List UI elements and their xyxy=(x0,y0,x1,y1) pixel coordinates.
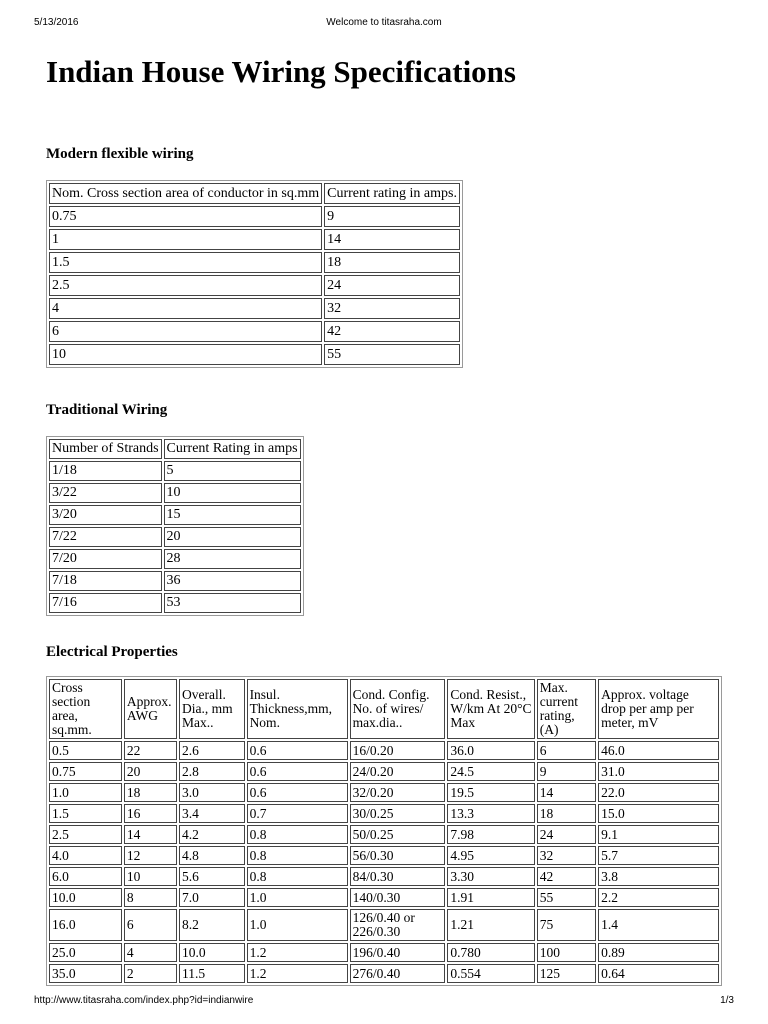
table-cell: 0.8 xyxy=(247,825,348,844)
table-cell: 1.5 xyxy=(49,804,122,823)
table-row xyxy=(49,298,460,319)
table-cell: 1.5 xyxy=(49,252,322,273)
table-cell: 50/0.25 xyxy=(350,825,446,844)
table-cell: 10.0 xyxy=(179,943,245,962)
table-cell: 24/0.20 xyxy=(350,762,446,781)
table-cell: 2.6 xyxy=(179,741,245,760)
column-header: Cond. Resist., W/km At 20°C Max xyxy=(447,679,534,739)
table-row xyxy=(49,206,460,227)
table-cell: 24.5 xyxy=(447,762,534,781)
electrical-properties-body xyxy=(49,679,719,983)
table-cell: 16/0.20 xyxy=(350,741,446,760)
table-cell: 46.0 xyxy=(598,741,719,760)
table-row xyxy=(49,804,719,823)
table-cell: 3/22 xyxy=(49,483,162,503)
table-cell: 12 xyxy=(124,846,177,865)
table-cell: 0.7 xyxy=(247,804,348,823)
table-cell: 0.75 xyxy=(49,206,322,227)
table-cell: 7.98 xyxy=(447,825,534,844)
table-cell: 42 xyxy=(537,867,596,886)
table-cell: 14 xyxy=(537,783,596,802)
table-cell: 15 xyxy=(164,505,301,525)
table-cell: 32 xyxy=(537,846,596,865)
table-cell: 31.0 xyxy=(598,762,719,781)
table-cell: 10 xyxy=(164,483,301,503)
table-cell: 3/20 xyxy=(49,505,162,525)
table-row xyxy=(49,593,301,613)
table-cell: 9 xyxy=(324,206,460,227)
table-row xyxy=(49,783,719,802)
table-cell: 4 xyxy=(124,943,177,962)
table-cell: 7/22 xyxy=(49,527,162,547)
traditional-wiring-table xyxy=(46,436,304,616)
table-cell: 3.0 xyxy=(179,783,245,802)
table-cell: 6 xyxy=(537,741,596,760)
table-row xyxy=(49,825,719,844)
table-row xyxy=(49,888,719,907)
table-cell: 32 xyxy=(324,298,460,319)
table-cell: 19.5 xyxy=(447,783,534,802)
table-cell: 20 xyxy=(124,762,177,781)
table-cell: 18 xyxy=(537,804,596,823)
table-row xyxy=(49,741,719,760)
table-cell: 276/0.40 xyxy=(350,964,446,983)
table-cell: 10 xyxy=(49,344,322,365)
column-header: Insul. Thickness,mm, Nom. xyxy=(247,679,348,739)
column-header: Current rating in amps. xyxy=(324,183,460,204)
table-cell: 84/0.30 xyxy=(350,867,446,886)
table-cell: 2.5 xyxy=(49,825,122,844)
table-row xyxy=(49,964,719,983)
modern-wiring-table xyxy=(46,180,463,368)
table-cell: 1.0 xyxy=(247,909,348,941)
table-cell: 7/16 xyxy=(49,593,162,613)
table-row xyxy=(49,846,719,865)
table-cell: 4.8 xyxy=(179,846,245,865)
column-header: Cross section area, sq.mm. xyxy=(49,679,122,739)
table-cell: 196/0.40 xyxy=(350,943,446,962)
table-cell: 3.8 xyxy=(598,867,719,886)
table-row xyxy=(49,229,460,250)
section-heading-modern: Modern flexible wiring xyxy=(46,146,194,162)
table-cell: 0.6 xyxy=(247,741,348,760)
table-cell: 0.89 xyxy=(598,943,719,962)
table-cell: 14 xyxy=(324,229,460,250)
table-cell: 0.64 xyxy=(598,964,719,983)
table-cell: 1.0 xyxy=(247,888,348,907)
table-cell: 0.75 xyxy=(49,762,122,781)
column-header: Approx. voltage drop per amp per meter, mV xyxy=(598,679,719,739)
table-cell: 6.0 xyxy=(49,867,122,886)
table-cell: 7.0 xyxy=(179,888,245,907)
table-cell: 20 xyxy=(164,527,301,547)
modern-wiring-body xyxy=(49,183,460,365)
table-cell: 1.91 xyxy=(447,888,534,907)
print-page-number: 1/3 xyxy=(720,995,734,1006)
table-cell: 6 xyxy=(49,321,322,342)
section-heading-electrical: Electrical Properties xyxy=(46,644,178,660)
table-row xyxy=(49,527,301,547)
column-header: Current Rating in amps xyxy=(164,439,301,459)
table-cell: 18 xyxy=(124,783,177,802)
table-cell: 56/0.30 xyxy=(350,846,446,865)
table-cell: 3.30 xyxy=(447,867,534,886)
table-header-row xyxy=(49,679,719,739)
column-header: Overall. Dia., mm Max.. xyxy=(179,679,245,739)
table-row xyxy=(49,275,460,296)
table-cell: 2.5 xyxy=(49,275,322,296)
table-cell: 53 xyxy=(164,593,301,613)
table-cell: 1.21 xyxy=(447,909,534,941)
table-cell: 18 xyxy=(324,252,460,273)
table-cell: 36.0 xyxy=(447,741,534,760)
table-cell: 10 xyxy=(124,867,177,886)
table-cell: 2.2 xyxy=(598,888,719,907)
table-row xyxy=(49,549,301,569)
table-cell: 10.0 xyxy=(49,888,122,907)
table-cell: 0.6 xyxy=(247,762,348,781)
table-cell: 5.6 xyxy=(179,867,245,886)
table-cell: 2 xyxy=(124,964,177,983)
column-header: Cond. Config. No. of wires/ max.dia.. xyxy=(350,679,446,739)
column-header: Number of Strands xyxy=(49,439,162,459)
table-cell: 126/0.40 or 226/0.30 xyxy=(350,909,446,941)
table-cell: 1.4 xyxy=(598,909,719,941)
table-cell: 24 xyxy=(324,275,460,296)
table-cell: 11.5 xyxy=(179,964,245,983)
section-heading-traditional: Traditional Wiring xyxy=(46,402,168,418)
table-cell: 125 xyxy=(537,964,596,983)
table-header-row xyxy=(49,183,460,204)
table-cell: 0.8 xyxy=(247,846,348,865)
table-cell: 100 xyxy=(537,943,596,962)
table-cell: 1/18 xyxy=(49,461,162,481)
traditional-wiring-body xyxy=(49,439,301,613)
page-title: Indian House Wiring Specifications xyxy=(46,54,516,89)
table-cell: 16.0 xyxy=(49,909,122,941)
electrical-properties-table xyxy=(46,676,722,986)
table-cell: 4.95 xyxy=(447,846,534,865)
table-cell: 55 xyxy=(324,344,460,365)
table-row xyxy=(49,252,460,273)
table-row xyxy=(49,762,719,781)
table-cell: 5.7 xyxy=(598,846,719,865)
table-cell: 32/0.20 xyxy=(350,783,446,802)
table-cell: 13.3 xyxy=(447,804,534,823)
table-cell: 15.0 xyxy=(598,804,719,823)
table-cell: 22.0 xyxy=(598,783,719,802)
table-cell: 14 xyxy=(124,825,177,844)
table-cell: 0.6 xyxy=(247,783,348,802)
table-header-row xyxy=(49,439,301,459)
table-cell: 0.554 xyxy=(447,964,534,983)
table-cell: 24 xyxy=(537,825,596,844)
table-row xyxy=(49,909,719,941)
table-cell: 9 xyxy=(537,762,596,781)
table-row xyxy=(49,505,301,525)
table-cell: 4.2 xyxy=(179,825,245,844)
table-cell: 3.4 xyxy=(179,804,245,823)
table-row xyxy=(49,943,719,962)
table-cell: 25.0 xyxy=(49,943,122,962)
table-cell: 1.2 xyxy=(247,943,348,962)
table-cell: 7/18 xyxy=(49,571,162,591)
table-cell: 2.8 xyxy=(179,762,245,781)
table-cell: 16 xyxy=(124,804,177,823)
table-cell: 0.8 xyxy=(247,867,348,886)
table-cell: 1.2 xyxy=(247,964,348,983)
table-cell: 1 xyxy=(49,229,322,250)
table-cell: 55 xyxy=(537,888,596,907)
table-row xyxy=(49,483,301,503)
column-header: Approx. AWG xyxy=(124,679,177,739)
print-url: http://www.titasraha.com/index.php?id=indianwire xyxy=(34,995,254,1006)
table-cell: 4.0 xyxy=(49,846,122,865)
table-cell: 36 xyxy=(164,571,301,591)
table-cell: 0.780 xyxy=(447,943,534,962)
table-row xyxy=(49,867,719,886)
table-cell: 4 xyxy=(49,298,322,319)
table-cell: 7/20 xyxy=(49,549,162,569)
table-cell: 42 xyxy=(324,321,460,342)
table-row xyxy=(49,571,301,591)
print-date: 5/13/2016 xyxy=(34,17,79,28)
table-cell: 75 xyxy=(537,909,596,941)
table-cell: 30/0.25 xyxy=(350,804,446,823)
table-cell: 28 xyxy=(164,549,301,569)
table-cell: 8.2 xyxy=(179,909,245,941)
table-cell: 9.1 xyxy=(598,825,719,844)
table-cell: 0.5 xyxy=(49,741,122,760)
table-row xyxy=(49,461,301,481)
table-cell: 6 xyxy=(124,909,177,941)
table-cell: 5 xyxy=(164,461,301,481)
table-cell: 140/0.30 xyxy=(350,888,446,907)
column-header: Nom. Cross section area of conductor in sq.mm xyxy=(49,183,322,204)
table-row xyxy=(49,344,460,365)
print-site-title: Welcome to titasraha.com xyxy=(326,17,442,28)
table-cell: 8 xyxy=(124,888,177,907)
table-cell: 22 xyxy=(124,741,177,760)
table-row xyxy=(49,321,460,342)
table-cell: 1.0 xyxy=(49,783,122,802)
table-cell: 35.0 xyxy=(49,964,122,983)
column-header: Max. current rating, (A) xyxy=(537,679,596,739)
